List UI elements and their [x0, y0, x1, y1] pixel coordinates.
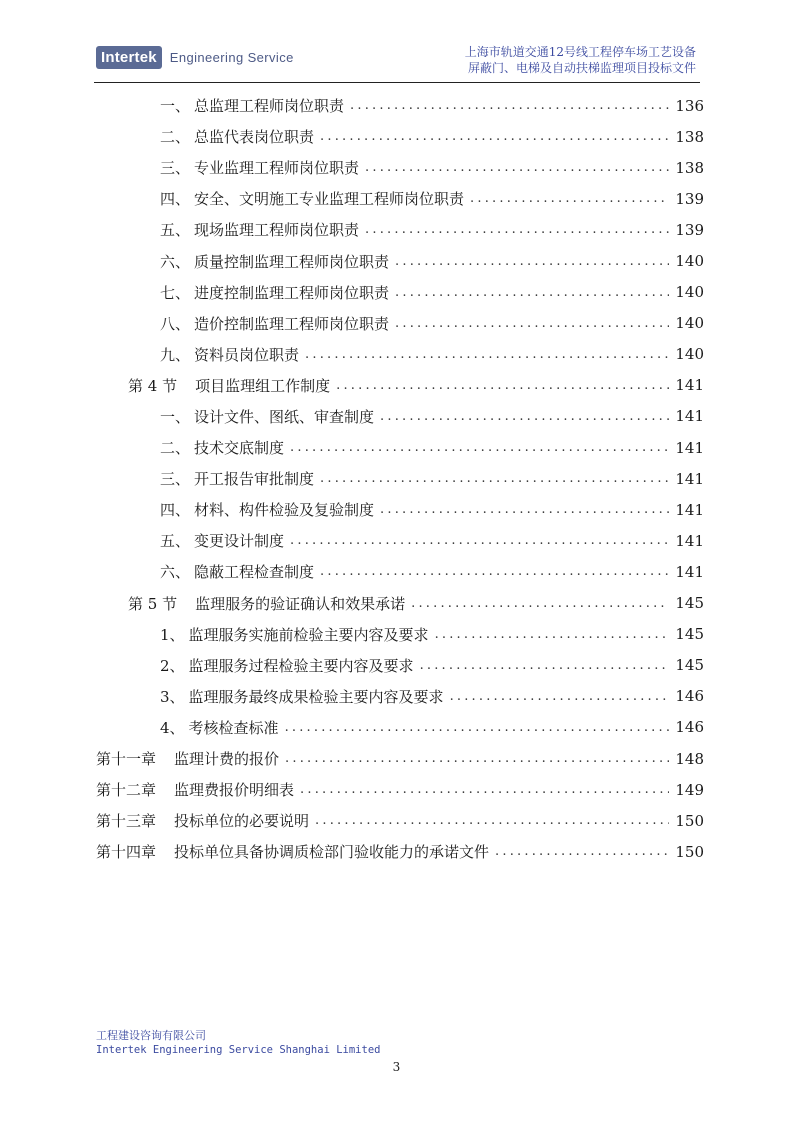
toc-entry[interactable]	[96, 370, 704, 401]
footer-company-cn: 工程建设咨询有限公司	[96, 1029, 206, 1042]
toc-entry-page: 141	[675, 500, 704, 519]
table-of-contents	[96, 90, 704, 867]
document-title	[465, 44, 696, 76]
toc-entry-number: 二、	[160, 439, 191, 458]
toc-entry-page: 138	[675, 158, 704, 177]
toc-entry-number: 九、	[160, 345, 191, 364]
toc-entry[interactable]	[96, 245, 704, 276]
toc-leader-dots	[420, 658, 670, 673]
toc-leader-dots	[350, 98, 669, 113]
toc-entry-number: 六、	[160, 563, 191, 582]
toc-entry-page: 140	[675, 345, 704, 364]
toc-entry-title: 监理计费的报价	[174, 750, 280, 769]
toc-leader-dots	[290, 533, 669, 548]
toc-leader-dots	[300, 782, 669, 797]
toc-entry-title: 变更设计制度	[194, 532, 285, 551]
toc-entry[interactable]	[96, 183, 704, 214]
toc-entry-number: 第 5 节	[128, 594, 178, 613]
document-title-line1: 上海市轨道交通12号线工程停车场工艺设备	[464, 45, 696, 59]
toc-entry-title: 质量控制监理工程师岗位职责	[194, 252, 390, 271]
toc-entry-title: 项目监理组工作制度	[195, 376, 331, 395]
page-header	[94, 42, 700, 83]
toc-entry[interactable]	[96, 121, 704, 152]
toc-entry[interactable]	[96, 214, 704, 245]
toc-entry-number: 八、	[160, 314, 191, 333]
toc-entry[interactable]	[96, 152, 704, 183]
toc-entry-number: 第十二章	[96, 781, 157, 800]
toc-entry-title: 专业监理工程师岗位职责	[194, 159, 360, 178]
toc-leader-dots	[285, 751, 669, 766]
toc-entry[interactable]	[96, 774, 704, 805]
toc-leader-dots	[320, 129, 669, 144]
toc-leader-dots	[285, 720, 670, 735]
toc-entry-number: 五、	[160, 532, 191, 551]
toc-entry-page: 141	[675, 376, 704, 395]
toc-entry-number: 一、	[160, 407, 191, 426]
toc-entry-number: 第 4 节	[128, 376, 178, 395]
toc-entry-number: 六、	[160, 252, 191, 271]
toc-entry-number: 七、	[160, 283, 191, 302]
toc-entry-title: 监理服务过程检验主要内容及要求	[188, 656, 414, 675]
toc-entry-title: 开工报告审批制度	[194, 470, 315, 489]
toc-entry-number: 第十三章	[96, 812, 157, 831]
toc-entry-page: 138	[675, 127, 704, 146]
toc-leader-dots	[450, 689, 670, 704]
toc-leader-dots	[380, 502, 669, 517]
toc-entry-page: 141	[675, 469, 704, 488]
toc-entry-title: 总监代表岗位职责	[194, 128, 315, 147]
toc-entry-title: 造价控制监理工程师岗位职责	[194, 314, 390, 333]
toc-leader-dots	[395, 316, 669, 331]
toc-leader-dots	[495, 844, 669, 859]
toc-entry-title: 监理费报价明细表	[174, 781, 295, 800]
toc-entry-title: 安全、文明施工专业监理工程师岗位职责	[194, 190, 465, 209]
toc-entry-number: 第十一章	[96, 750, 157, 769]
toc-entry-title: 材料、构件检验及复验制度	[194, 501, 375, 520]
toc-entry-title: 现场监理工程师岗位职责	[194, 221, 360, 240]
toc-entry-title: 技术交底制度	[194, 439, 285, 458]
toc-entry-title: 资料员岗位职责	[194, 345, 300, 364]
toc-entry[interactable]	[96, 339, 704, 370]
toc-entry[interactable]	[96, 277, 704, 308]
toc-entry[interactable]	[96, 401, 704, 432]
toc-entry-title: 监理服务实施前检验主要内容及要求	[188, 625, 429, 644]
toc-entry[interactable]	[96, 588, 704, 619]
toc-leader-dots	[336, 378, 669, 393]
toc-entry-page: 145	[675, 625, 704, 644]
toc-entry-page: 141	[675, 438, 704, 457]
toc-entry-number: 三、	[160, 470, 191, 489]
toc-entry-title: 投标单位具备协调质检部门验收能力的承诺文件	[174, 843, 490, 862]
toc-leader-dots	[315, 813, 669, 828]
footer-company-en: Intertek Engineering Service Shanghai Limited	[96, 1044, 381, 1056]
toc-entry-title: 隐蔽工程检查制度	[194, 563, 315, 582]
toc-entry[interactable]	[96, 90, 704, 121]
toc-entry-title: 监理服务的验证确认和效果承诺	[195, 594, 406, 613]
toc-entry-page: 145	[675, 656, 704, 675]
logo-brand: Intertek	[96, 46, 162, 69]
toc-leader-dots	[320, 471, 669, 486]
toc-entry-number: 一、	[160, 97, 191, 116]
toc-leader-dots	[395, 254, 669, 269]
toc-entry[interactable]	[96, 619, 704, 650]
toc-entry-page: 140	[675, 283, 704, 302]
toc-entry[interactable]	[96, 525, 704, 556]
toc-leader-dots	[411, 596, 669, 611]
toc-entry[interactable]	[96, 494, 704, 525]
toc-entry-page: 146	[675, 718, 704, 737]
toc-entry-page: 139	[675, 189, 704, 208]
toc-entry-page: 141	[675, 531, 704, 550]
toc-entry-page: 140	[675, 314, 704, 333]
page-footer	[96, 1028, 380, 1058]
toc-leader-dots	[435, 627, 670, 642]
toc-entry[interactable]	[96, 743, 704, 774]
toc-entry-title: 进度控制监理工程师岗位职责	[194, 283, 390, 302]
logo-tagline: Engineering Service	[169, 50, 294, 65]
toc-leader-dots	[305, 347, 669, 362]
toc-entry[interactable]	[96, 556, 704, 587]
toc-leader-dots	[365, 222, 669, 237]
page-number: 3	[392, 1060, 401, 1074]
toc-entry-page: 150	[675, 811, 704, 830]
toc-entry-number: 2、	[160, 656, 185, 675]
toc-leader-dots	[380, 409, 669, 424]
toc-entry-number: 四、	[160, 501, 191, 520]
toc-entry-page: 140	[675, 252, 704, 271]
toc-entry-page: 150	[675, 842, 704, 861]
toc-entry-page: 136	[675, 96, 704, 115]
toc-entry-number: 五、	[160, 221, 191, 240]
toc-entry[interactable]	[96, 308, 704, 339]
toc-entry-number: 四、	[160, 190, 191, 209]
toc-entry-number: 三、	[160, 159, 191, 178]
toc-leader-dots	[290, 440, 669, 455]
toc-leader-dots	[395, 285, 669, 300]
toc-entry-page: 146	[675, 687, 704, 706]
toc-entry-title: 投标单位的必要说明	[174, 812, 310, 831]
toc-entry-page: 141	[675, 562, 704, 581]
toc-entry[interactable]	[96, 432, 704, 463]
toc-entry-title: 考核检查标准	[188, 718, 279, 737]
toc-entry-number: 1、	[160, 625, 185, 644]
toc-leader-dots	[470, 191, 669, 206]
toc-entry-number: 4、	[160, 718, 185, 737]
toc-entry[interactable]	[96, 463, 704, 494]
toc-entry-number: 第十四章	[96, 843, 157, 862]
toc-entry-page: 141	[675, 407, 704, 426]
toc-entry-page: 145	[675, 594, 704, 613]
toc-entry[interactable]	[96, 836, 704, 867]
toc-entry[interactable]	[96, 805, 704, 836]
toc-leader-dots	[365, 160, 669, 175]
toc-entry-page: 148	[675, 749, 704, 768]
toc-entry[interactable]	[96, 681, 704, 712]
toc-entry-title: 监理服务最终成果检验主要内容及要求	[188, 687, 444, 706]
toc-entry-page: 139	[675, 220, 704, 239]
toc-entry-title: 设计文件、图纸、审查制度	[194, 407, 375, 426]
toc-leader-dots	[320, 564, 669, 579]
company-logo	[96, 46, 294, 69]
toc-entry-number: 二、	[160, 128, 191, 147]
toc-entry-number: 3、	[160, 687, 185, 706]
toc-entry-page: 149	[675, 780, 704, 799]
toc-entry[interactable]	[96, 650, 704, 681]
document-title-line2: 屏蔽门、电梯及自动扶梯监理项目投标文件	[467, 61, 696, 75]
toc-entry-title: 总监理工程师岗位职责	[194, 97, 345, 116]
toc-entry[interactable]	[96, 712, 704, 743]
